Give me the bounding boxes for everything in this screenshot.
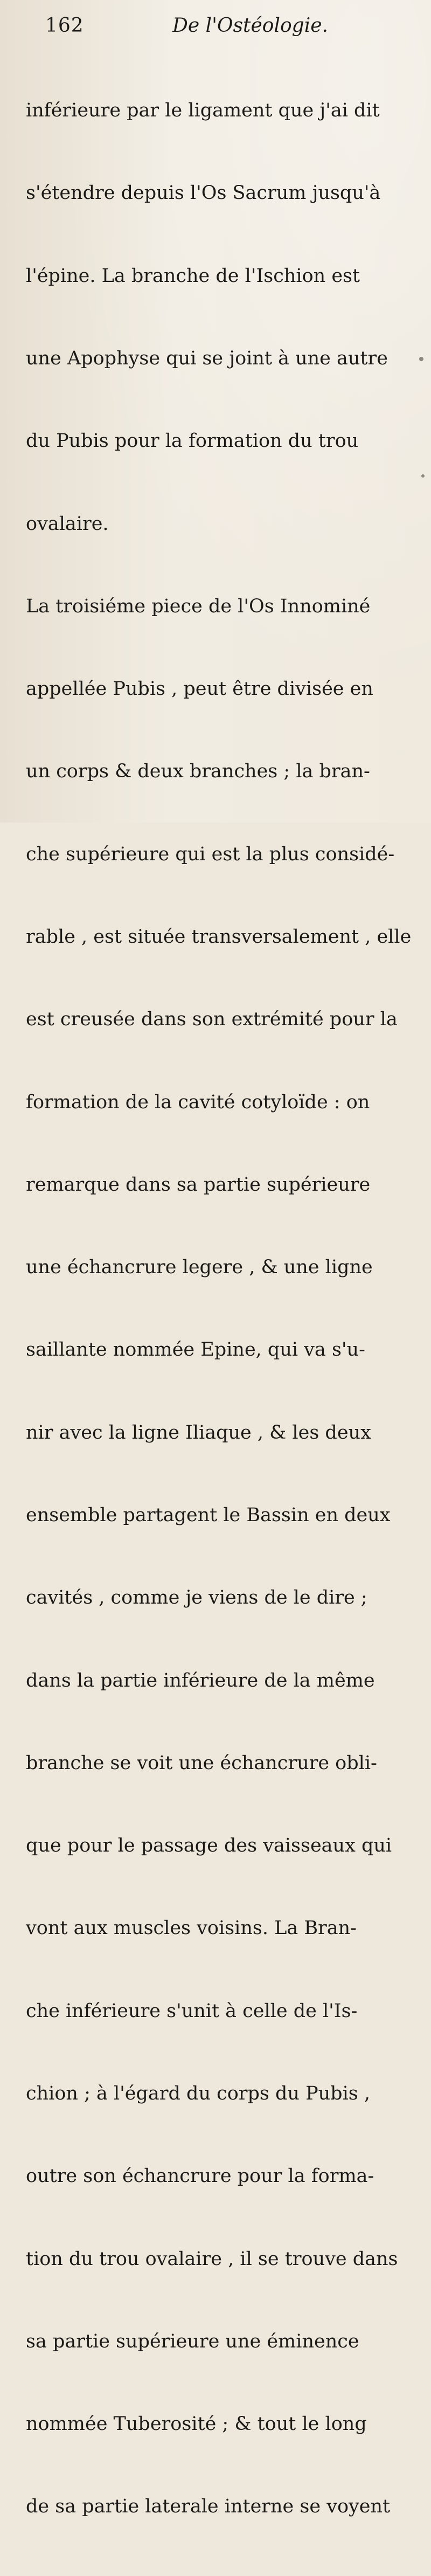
text-line: nir avec la ligne Iliaque , & les deux bbox=[26, 1421, 371, 1444]
text-line: cavités , comme je viens de le dire ; bbox=[26, 1587, 367, 1609]
text-line: de sa partie laterale interne se voyent bbox=[26, 2496, 391, 2518]
text-line: La troisiéme piece de l'Os Innominé bbox=[26, 595, 371, 617]
text-line: outre son échancrure pour la forma- bbox=[26, 2165, 374, 2187]
text-line: une Apophyse qui se joint à une autre bbox=[26, 348, 388, 370]
text-line: rable , est située transversalement , elle bbox=[26, 926, 412, 948]
text-line: chion ; à l'égard du corps du Pubis , bbox=[26, 2082, 370, 2104]
text-line: du Pubis pour la formation du trou bbox=[26, 430, 359, 452]
text-line: ensemble partagent le Bassin en deux bbox=[26, 1504, 391, 1526]
text-line: est creusée dans son extrémité pour la bbox=[26, 1009, 398, 1031]
text-line: appellée Pubis , peut être divisée en bbox=[26, 678, 373, 700]
text-line: che supérieure qui est la plus considé- bbox=[26, 843, 395, 865]
text-line: inférieure par le ligament que j'ai dit bbox=[26, 100, 380, 122]
text-line: saillante nommée Epine, qui va s'u- bbox=[26, 1339, 365, 1361]
body-text bbox=[26, 42, 422, 2576]
ink-speck bbox=[421, 474, 425, 478]
text-line: un corps & deux branches ; la bran- bbox=[26, 761, 370, 783]
text-line: branche se voit une échancrure obli- bbox=[26, 1752, 377, 1774]
text-line: vont aux muscles voisins. La Bran- bbox=[26, 1917, 357, 1939]
page-header bbox=[26, 10, 422, 42]
text-line: que pour le passage des vaisseaux qui bbox=[26, 1835, 392, 1857]
text-line: remarque dans sa partie supérieure bbox=[26, 1173, 371, 1196]
text-line: tion du trou ovalaire , il se trouve dans bbox=[26, 2248, 398, 2270]
text-line: dans la partie inférieure de la même bbox=[26, 1669, 375, 1691]
text-line: formation de la cavité cotyloïde : on bbox=[26, 1091, 370, 1113]
text-line: sa partie supérieure une éminence bbox=[26, 2330, 359, 2352]
text-line: s'étendre depuis l'Os Sacrum jusqu'à bbox=[26, 182, 381, 204]
text-line: che inférieure s'unit à celle de l'Is- bbox=[26, 2000, 358, 2022]
text-line: l'épine. La branche de l'Ischion est bbox=[26, 265, 360, 287]
text-line: nommée Tuberosité ; & tout le long bbox=[26, 2413, 367, 2435]
text-line: une échancrure legere , & une ligne bbox=[26, 1256, 373, 1279]
ink-speck bbox=[419, 357, 423, 361]
page-number: 162 bbox=[45, 15, 84, 37]
text-line: ovalaire. bbox=[26, 513, 109, 535]
running-title: De l'Ostéologie. bbox=[172, 15, 328, 37]
